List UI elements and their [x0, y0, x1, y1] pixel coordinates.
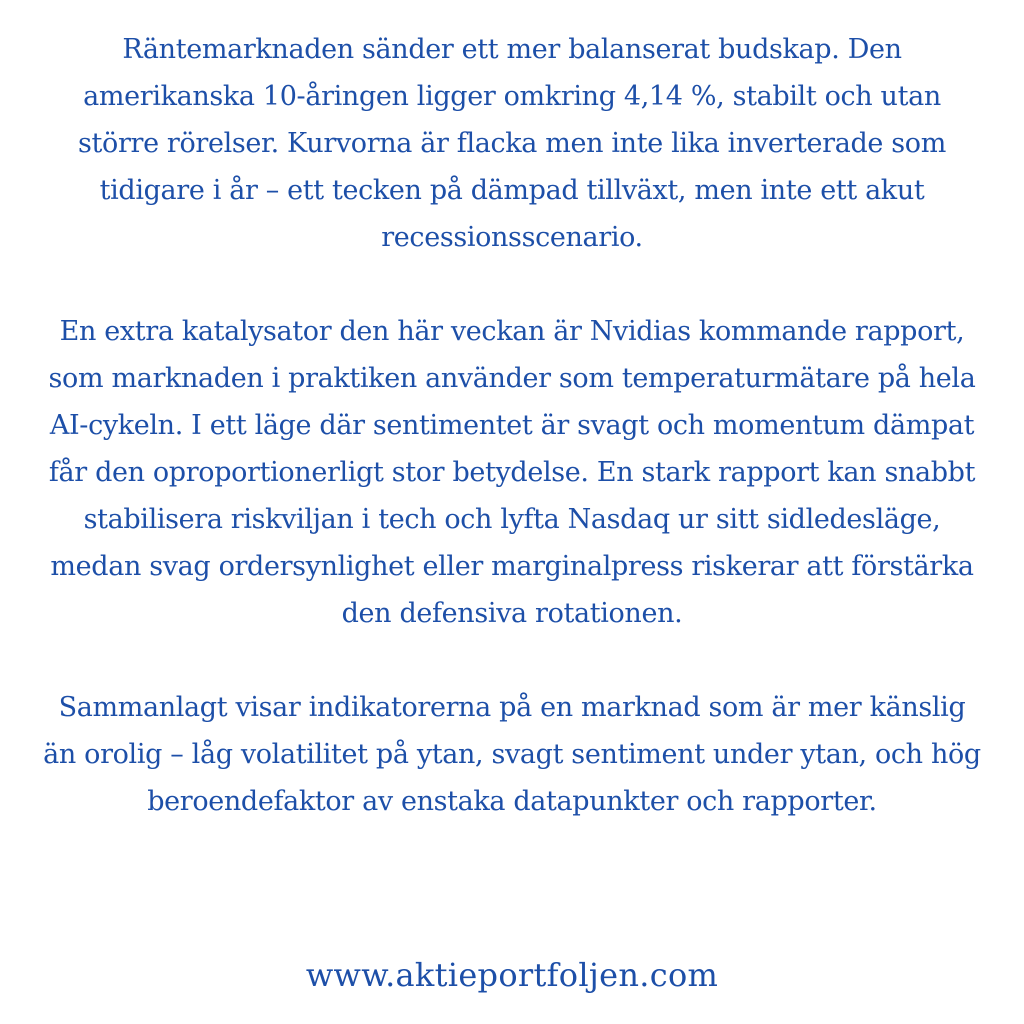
- paragraph-nvidia-report: En extra katalysator den här veckan är Nvidias kommande rapport, som marknaden i praktiken använder som temperaturmätare på hela AI-cykeln. I ett läge där sentimentet är svagt och momentum dämpat får den oproportionerligt stor betydelse. En stark rapport kan snabbt stabilisera riskviljan i tech och lyfta Nasdaq ur sitt sidledesläge, medan svag ordersynlighet eller marginalpress riskerar att förstärka den defensiva rotationen.: [48, 316, 976, 629]
- paragraph-summary: Sammanlagt visar indikatorerna på en marknad som är mer känslig än orolig – låg volatilitet på ytan, svagt sentiment under ytan, och hög beroendefaktor av enstaka datapunkter och rapporter.: [43, 692, 981, 817]
- footer-website-url: www.aktieportfoljen.com: [305, 956, 719, 994]
- paragraph-interest-market: Räntemarknaden sänder ett mer balanserat budskap. Den amerikanska 10-åringen ligger omkring 4,14 %, stabilt och utan större rörelser. Kurvorna är flacka men inte lika inverterade som tidigare i år – ett tecken på dämpad tillväxt, men inte ett akut recessionsscenario.: [78, 34, 946, 253]
- paragraph-spacer: [40, 261, 984, 308]
- paragraph-spacer: [40, 637, 984, 684]
